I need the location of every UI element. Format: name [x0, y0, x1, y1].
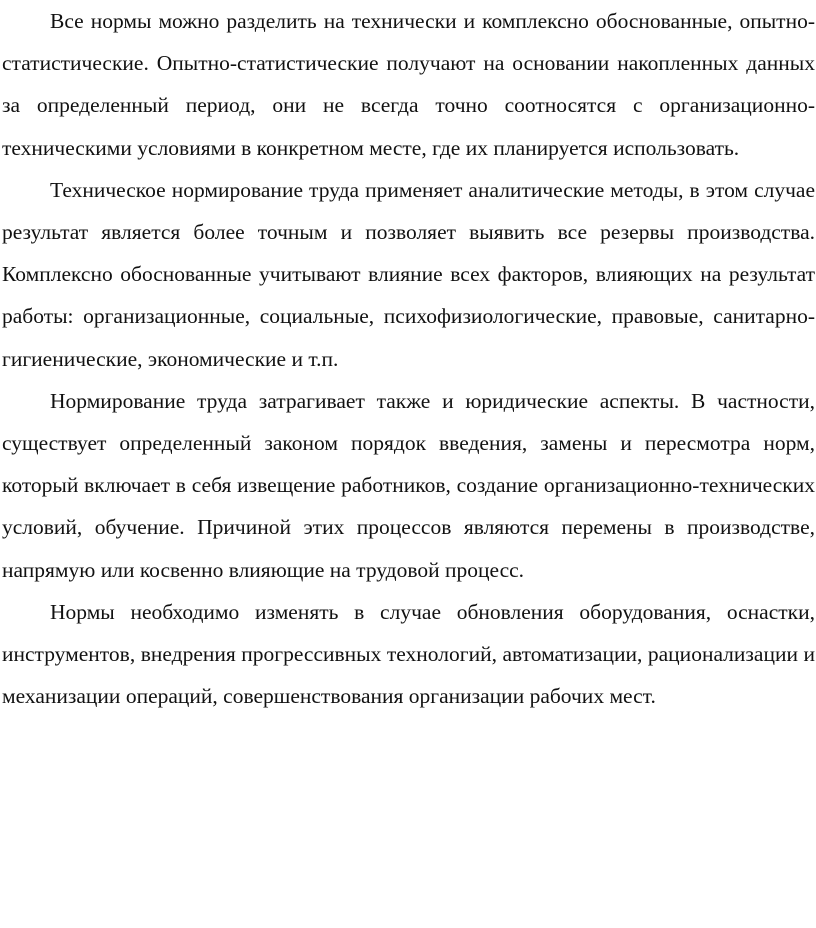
- paragraph-1: Все нормы можно разделить на технически и комплексно обоснованные, опытно-статистические. Опытно-статистические получают на основании накопленных данных за определенный период, они не всегда точно соотносятся с организационно-техническими условиями в конкретном месте, где их планируется использовать.: [2, 9, 815, 160]
- paragraph-4: Нормы необходимо изменять в случае обновления оборудования, оснастки, инструментов, внедрения прогрессивных технологий, автоматизации, рационализации и механизации операций, совершенствования организации рабочих мест.: [2, 599, 815, 709]
- paragraph-2: Техническое нормирование труда применяет аналитические методы, в этом случае результат является более точным и позволяет выявить все резервы производства. Комплексно обоснованные учитывают влияние всех факторов, влияющих на результат работы: организационные, социальные, психофизиологические, правовые, санитарно-гигиенические, экономические и т.п.: [2, 177, 815, 371]
- document-page: [2, 0, 815, 717]
- paragraph-3: Нормирование труда затрагивает также и юридические аспекты. В частности, существует определенный законом порядок введения, замены и пересмотра норм, который включает в себя извещение работников, создание организационно-технических условий, обучение. Причиной этих процессов являются перемены в производстве, напрямую или косвенно влияющие на трудовой процесс.: [2, 388, 815, 582]
